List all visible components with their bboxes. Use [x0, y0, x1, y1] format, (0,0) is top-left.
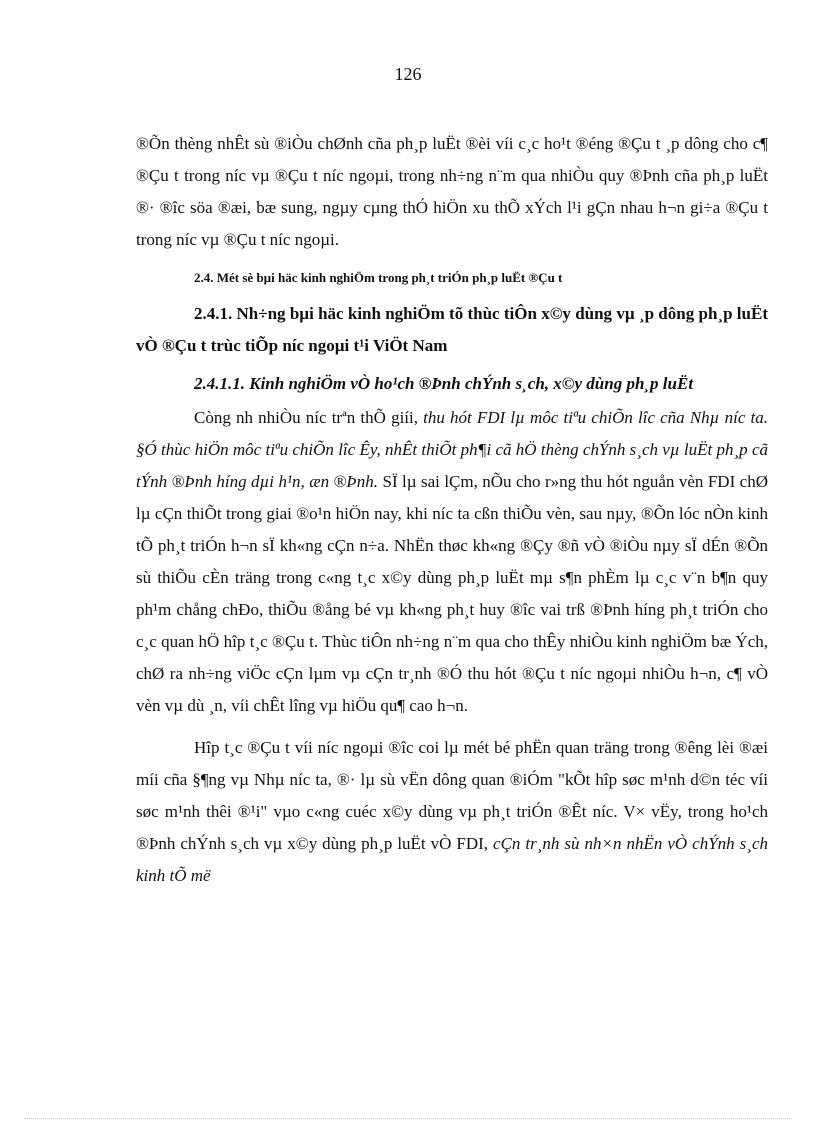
- paragraph-experience-rest: SÏ lµ sai lÇm, nÕu cho r»ng thu hót nguån vèn FDI chØ lµ cÇn thiÕt trong giai ®o¹n hiÖn nay, khi níc ta cßn thiÕu vèn, sau nµy, ®Õn lóc nÒn kinh tÕ ph¸t triÓn h¬n sÏ kh«ng cÇn n÷a. NhËn thøc kh«ng ®Çy ®ñ vÒ ®iÒu nµy sÏ dÉn ®Õn sù thiÕu cÈn träng trong c«ng t¸c x©y dùng ph¸p luËt mµ s¶n phÈm lµ c¸c v¨n b¶n quy ph¹m chång chÐo, thiÕu ®ång bé vµ kh«ng ph¸t huy ®îc vai trß ®Þnh híng ph¸t triÓn cho c¸c quan hÖ hîp t¸c ®Çu t. Thùc tiÔn nh÷ng n¨m qua cho thÊy nhiÒu kinh nghiÖm bæ Ých, chØ ra nh÷ng viÖc cÇn lµm vµ cÇn tr¸nh ®Ó thu hót ®Çu t níc ngoµi nhiÒu h¬n, c¶ vÒ vèn vµ dù ¸n, víi chÊt lîng vµ hiÖu qu¶ cao h¬n.: [136, 472, 768, 715]
- paragraph-cooperation: [136, 732, 768, 892]
- heading-2-4-1: 2.4.1. Nh÷ng bµi häc kinh nghiÖm tõ thùc tiÔn x©y dùng vµ ¸p dông ph¸p luËt vÒ ®Çu t trùc tiÕp níc ngoµi t¹i ViÖt Nam: [136, 304, 768, 355]
- page-bottom-divider: [24, 1118, 792, 1119]
- document-body: [136, 128, 768, 902]
- paragraph-experience: [136, 402, 768, 722]
- heading-2-4-1-1: 2.4.1.1. Kinh nghiÖm vÒ ho¹ch ®Þnh chÝnh s¸ch, x©y dùng ph¸p luËt: [194, 374, 694, 393]
- paragraph-cooperation-start: Hîp t¸c ®Çu t víi níc ngoµi ®îc coi lµ mét bé phËn quan träng trong ®êng lèi ®æi míi cña §¶ng vµ Nhµ níc ta, ®· lµ sù vËn dông quan ®iÓm "kÕt hîp søc m¹nh d©n téc víi søc m¹nh thêi ®¹i" vµo c«ng cuéc x©y dùng vµ ph¸t triÓn ®Êt níc. V× vËy, trong ho¹ch ®Þnh chÝnh s¸ch vµ x©y dùng ph¸p luËt vÒ FDI,: [136, 738, 768, 853]
- paragraph-cooperation-italic: cÇn tr¸nh sù nh×n nhËn vÒ chÝnh s¸ch kinh tÕ më: [136, 834, 768, 885]
- paragraph-intro: ®Õn thèng nhÊt sù ®iÒu chØnh cña ph¸p luËt ®èi víi c¸c ho¹t ®éng ®Çu t ¸p dông cho c¶ ®Çu t trong níc vµ ®Çu t níc ngoµi, trong nh÷ng n¨m qua nhiÒu quy ®Þnh cña ph¸p luËt ®· ®îc söa ®æi, bæ sung, ngµy cµng thÓ hiÖn xu thÕ xÝch l¹i gÇn nhau h¬n gi÷a ®Çu t trong níc vµ ®Çu t níc ngoµi.: [136, 134, 768, 249]
- page-number: 126: [394, 64, 422, 84]
- paragraph-experience-italic: thu hót FDI lµ môc tiªu chiÕn lîc cña Nhµ níc ta. §Ó thùc hiÖn môc tiªu chiÕn lîc Êy, nhÊt thiÕt ph¶i cã hÖ thèng chÝnh s¸ch vµ luËt ph¸p cã tÝnh ®Þnh híng dµi h¹n, æn ®Þnh.: [136, 408, 769, 491]
- paragraph-experience-start: Còng nh nhiÒu níc trªn thÕ giíi,: [194, 408, 424, 427]
- section-heading-2-4: 2.4. Mét sè bµi häc kinh nghiÖm trong ph¸t triÓn ph¸p luËt ®Çu t: [194, 270, 563, 285]
